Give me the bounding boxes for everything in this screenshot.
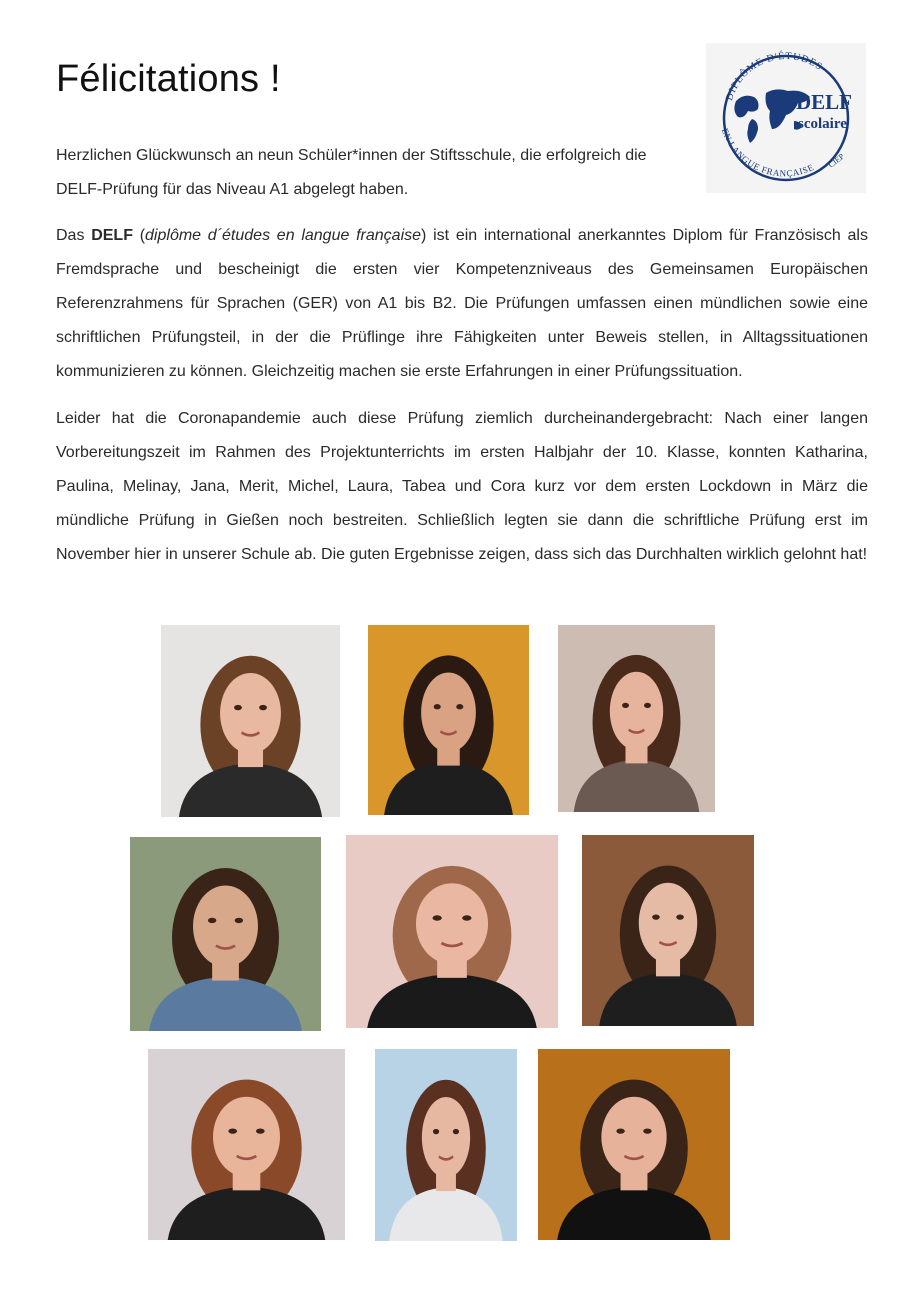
corona-paragraph: Leider hat die Coronapandemie auch diese Prüfung ziemlich durcheinandergebracht: Nach einer langen Vorbereitungszeit im Rahmen des Projektunterrichts im ersten Halbjahr der 10. Klasse, konnten Katharina, Paulina, Melinay, Jana, Merit, Michel, Laura, Tabea und Cora kurz vor dem ersten Lockdown in März die mündliche Prüfung in Gießen noch bestreiten. Schließlich legten sie dann die schriftliche Prüfung erst im November hier in unserer Schule ab. Die guten Ergebnisse zeigen, dass sich das Durchhalten wirklich gelohnt hat! — [56, 410, 868, 563]
left-eye — [228, 1128, 237, 1133]
portrait-graphic — [582, 835, 754, 1026]
right-eye — [235, 918, 243, 923]
face — [421, 673, 476, 753]
page-title: Félicitations ! — [56, 58, 281, 100]
right-eye — [456, 704, 463, 709]
left-eye — [208, 918, 216, 923]
face — [601, 1097, 666, 1177]
left-eye — [234, 705, 242, 710]
portrait-graphic — [346, 835, 558, 1028]
student-photo — [368, 625, 529, 815]
student-photo — [346, 835, 558, 1028]
delf-logo-graphic — [706, 43, 866, 193]
delf-bold-term: DELF — [91, 227, 133, 244]
right-eye — [259, 705, 267, 710]
svg-text:DELF: DELF — [796, 90, 853, 114]
portrait-graphic — [161, 625, 340, 817]
portrait-graphic — [558, 625, 715, 812]
student-photo — [538, 1049, 730, 1240]
face — [610, 672, 663, 751]
student-photo — [582, 835, 754, 1026]
face — [193, 886, 258, 967]
left-eye — [652, 914, 660, 919]
right-eye — [462, 915, 471, 920]
face — [213, 1097, 280, 1177]
portrait-graphic — [538, 1049, 730, 1240]
portrait-graphic — [368, 625, 529, 815]
face — [220, 673, 281, 754]
svg-text:DIPLÔME D'ÉTUDES: DIPLÔME D'ÉTUDES — [724, 50, 825, 103]
face — [422, 1097, 470, 1178]
face — [416, 883, 488, 964]
left-eye — [616, 1128, 624, 1133]
right-eye — [644, 703, 651, 708]
delf-description-paragraph: Das DELF (diplôme d´études en langue française) ist ein international anerkanntes Diplom für Französisch als Fremdsprache und bescheinigt die ersten vier Kompetenzniveaus des Gemeinsamen Europäischen Referenzrahmens für Sprachen (GER) von A1 bis B2. Die Prüfungen umfassen einen mündlichen sowie eine schriftlichen Prüfungsteil, in der die Prüflinge ihre Fähigkeiten unter Beweis stellen, in Alltagssituationen kommunizieren zu können. Gleichzeitig machen sie erste Erfahrungen in einer Prüfungssituation. — [56, 227, 868, 380]
left-eye — [622, 703, 629, 708]
right-eye — [256, 1128, 265, 1133]
student-photo — [148, 1049, 345, 1240]
left-eye — [433, 1129, 439, 1134]
right-eye — [453, 1129, 459, 1134]
intro-paragraph: Herzlichen Glückwunsch an neun Schüler*innen der Stiftsschule, die erfolgreich die DELF-Prüfung für das Niveau A1 abgelegt haben. — [56, 147, 647, 198]
student-photo — [130, 837, 321, 1031]
left-eye — [434, 704, 441, 709]
right-eye — [676, 914, 684, 919]
svg-text:CIEP: CIEP — [826, 151, 846, 170]
svg-text:scolaire: scolaire — [798, 116, 847, 132]
portrait-graphic — [130, 837, 321, 1031]
right-eye — [643, 1128, 651, 1133]
student-photo — [161, 625, 340, 817]
student-photo — [558, 625, 715, 812]
delf-full-name: diplôme d´études en langue française — [145, 227, 422, 244]
left-eye — [432, 915, 441, 920]
portrait-graphic — [375, 1049, 517, 1241]
svg-text:EN LANGUE FRANÇAISE: EN LANGUE FRANÇAISE — [719, 126, 816, 179]
portrait-graphic — [148, 1049, 345, 1240]
student-photo — [375, 1049, 517, 1241]
face — [639, 883, 697, 963]
delf-scolaire-logo — [706, 43, 866, 193]
